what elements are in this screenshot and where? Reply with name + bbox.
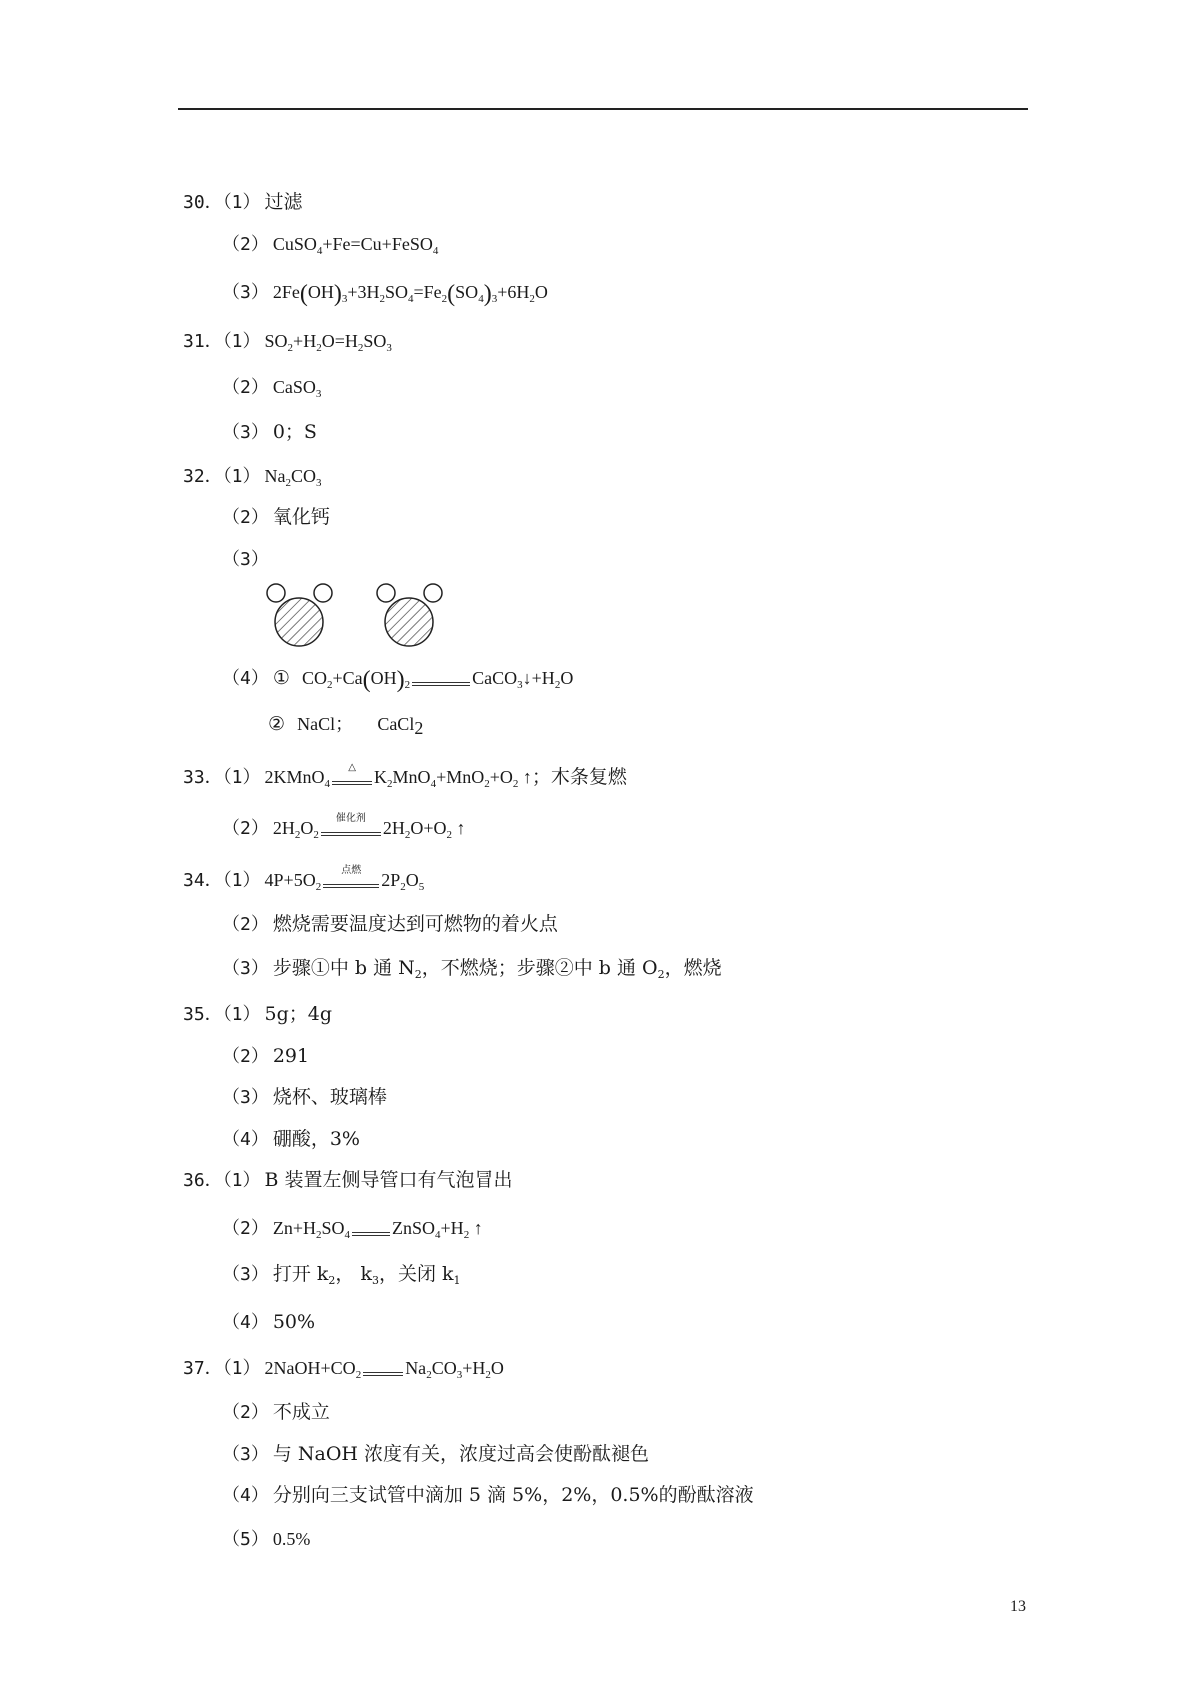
- q34-line-3: （3） 步骤①中 b 通 $N_2$，不燃烧；步骤②中 b 通 $O_2$，燃烧: [222, 957, 722, 981]
- q32-line-5: ② NaCl； CaCl$_2$: [268, 713, 424, 738]
- q36-line-3: （3） 打开 $k_2$， $k_3$，关闭 $k_1$: [222, 1263, 461, 1287]
- q35-line-4: （4） 硼酸，3%: [222, 1128, 360, 1150]
- q32-line-4: （4） ① $CO_2+Ca(OH)_2$ $CaCO_3↓+H_2O$: [222, 667, 574, 693]
- page-number: 13: [1010, 1598, 1026, 1615]
- q35-line-3: （3） 烧杯、玻璃棒: [222, 1086, 387, 1108]
- water-molecule-diagram: [262, 578, 342, 650]
- q34-line-2: （2） 燃烧需要温度达到可燃物的着火点: [222, 913, 558, 935]
- q37-line-2: （2） 不成立: [222, 1401, 330, 1423]
- q37-line-3: （3） 与 NaOH 浓度有关，浓度过高会使酚酞褪色: [222, 1443, 650, 1465]
- q36-line-4: （4） 50%: [222, 1311, 316, 1333]
- q34-line-1: 34．（1） $4P+5O_2$ 点燃 $2P_2O_5$: [183, 865, 425, 893]
- header-rule: [178, 108, 1028, 110]
- q37-line-1: 37．（1） $2NaOH+CO_2$ $Na_2CO_3+H_2O$: [183, 1358, 504, 1381]
- q36-line-1: 36．（1） B 装置左侧导管口有气泡冒出: [183, 1169, 513, 1191]
- q31-line-1: 31．（1） $SO_2+H_2O=H_2SO_3$: [183, 331, 392, 354]
- question-number: 30．: [183, 192, 223, 213]
- q30-line-2: （2） CuSO$_4$+Fe=Cu+FeSO$_4$: [222, 234, 439, 257]
- water-molecule-diagram: [372, 578, 452, 650]
- q30-line-1: 30．（1） 过滤: [183, 191, 303, 213]
- q37-line-4: （4） 分别向三支试管中滴加 5 滴 5%，2%，0.5%的酚酞溶液: [222, 1484, 754, 1506]
- q33-line-2: （2） $2H_2O_2$ 催化剂 $2H_2O+O_2$ ↑: [222, 813, 466, 841]
- q31-line-3: （3） 0；S: [222, 421, 317, 443]
- q30-line-3: （3） $2Fe(OH)_3+3H_2SO_4=Fe_2(SO_4)_3+6H_2O$: [222, 281, 548, 307]
- q32-line-2: （2） 氧化钙: [222, 506, 330, 528]
- q35-line-1: 35．（1） 5g；4g: [183, 1003, 333, 1025]
- q35-line-2: （2） 291: [222, 1045, 310, 1067]
- q37-line-5: （5） 0.5%: [222, 1529, 311, 1550]
- q31-line-2: （2） CaSO$_3$: [222, 377, 322, 400]
- q33-line-1: 33．（1） 2KMnO$_4$ △ $K_2MnO_4+MnO_2+O_2$ ↑；木条复燃: [183, 762, 627, 790]
- q36-line-2: （2） $Zn+H_2SO_4$ $ZnSO_4+H_2$ ↑: [222, 1218, 483, 1241]
- q32-line-3: （3）: [222, 549, 269, 570]
- q32-line-1: 32．（1） $Na_2CO_3$: [183, 466, 322, 489]
